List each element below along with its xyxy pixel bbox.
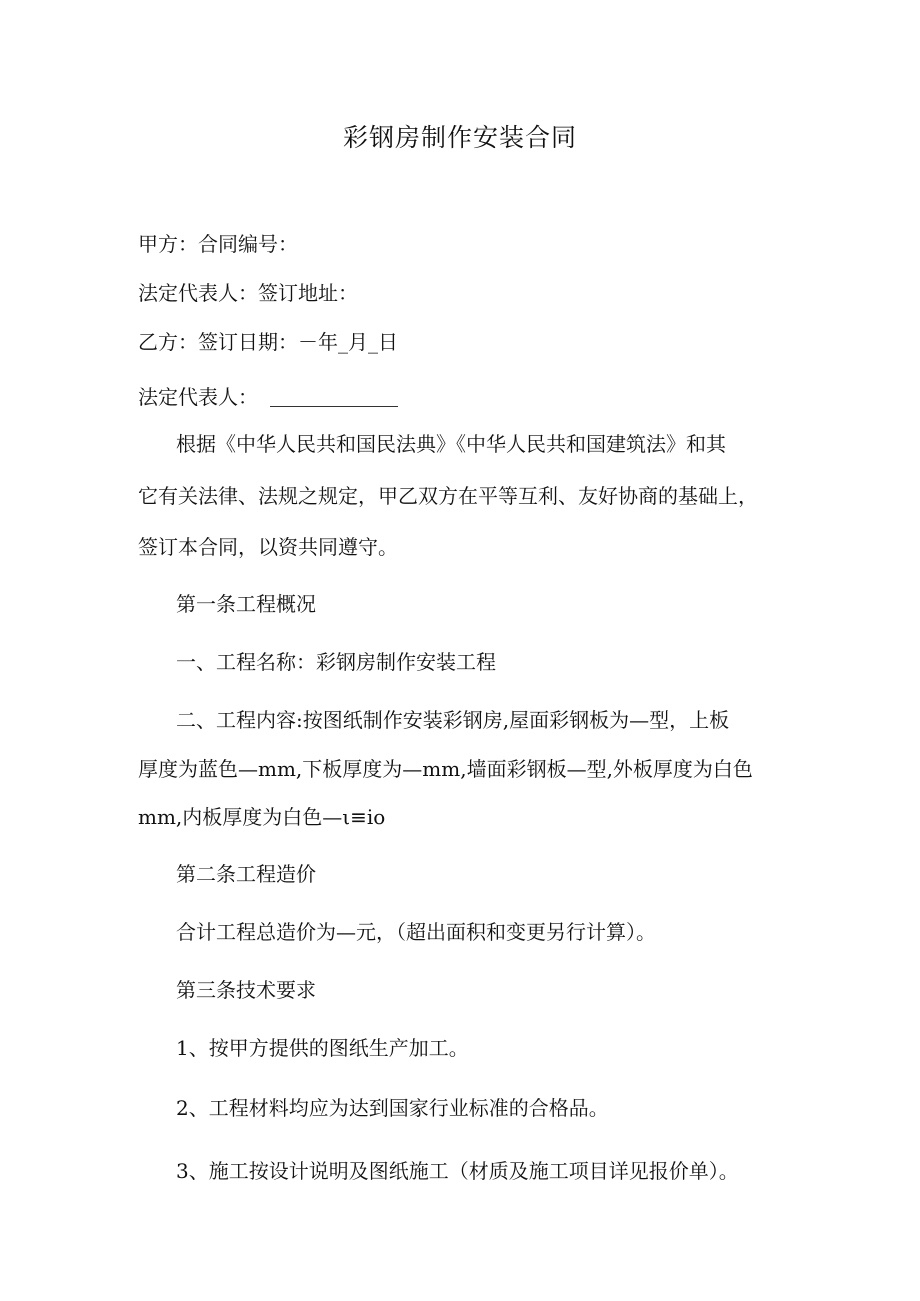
article-2-text: 合计工程总造价为—元，（超出面积和变更另行计算）。 <box>176 920 656 944</box>
article-3-heading: 第三条技术要求 <box>176 978 316 1002</box>
article-3-item-3: 3、施工按设计说明及图纸施工（材质及施工项目详见报价单）。 <box>176 1159 739 1183</box>
intro-line-1: 根据《中华人民共和国民法典》《中华人民共和国建筑法》和其 <box>176 432 726 456</box>
document-title: 彩钢房制作安装合同 <box>342 123 577 152</box>
article-1-item-1: 一、工程名称：彩钢房制作安装工程 <box>176 650 496 674</box>
intro-line-3: 签订本合同，以资共同遵守。 <box>138 535 398 559</box>
article-3-item-2: 2、工程材料均应为达到国家行业标准的合格品。 <box>176 1096 609 1120</box>
party-a-line: 甲方：合同编号： <box>138 232 298 256</box>
intro-line-2: 它有关法律、法规之规定，甲乙双方在平等互利、友好协商的基础上， <box>138 484 758 508</box>
party-b-line: 乙方：签订日期：－年_月_日 <box>138 330 398 354</box>
article-1-heading: 第一条工程概况 <box>176 592 316 616</box>
article-2-heading: 第二条工程造价 <box>176 862 316 886</box>
article-1-item-2-line-1: 二、工程内容:按图纸制作安装彩钢房,屋面彩钢板为—型，上板 <box>176 708 730 732</box>
legal-rep-address-line: 法定代表人：签订地址： <box>138 281 358 305</box>
signature-blank-line <box>270 406 398 407</box>
article-3-item-1: 1、按甲方提供的图纸生产加工。 <box>176 1036 469 1060</box>
legal-rep-label: 法定代表人： <box>138 385 258 409</box>
article-1-item-2-line-2: 厚度为蓝色—mm,下板厚度为—mm,墙面彩钢板—型,外板厚度为白色 <box>138 757 753 781</box>
legal-rep-line <box>138 381 398 413</box>
article-1-item-2-line-3: mm,内板厚度为白色—ι≡io <box>138 805 386 829</box>
